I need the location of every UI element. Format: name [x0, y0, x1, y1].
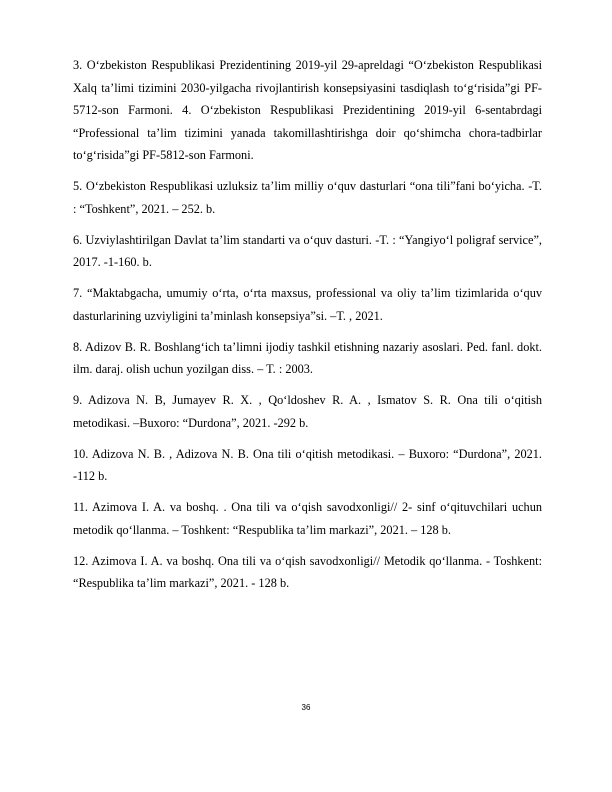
reference-item: 3. O‘zbekiston Respublikasi Prezidentining 2019-yil 29-apreldagi “O‘zbekiston Respublikasi Xalq ta’limi tizimini 2030-yilgacha rivojlantirish konsepsiyasini tasdiqlash to‘g‘risida”gi PF-5712-son Farmoni. 4. O‘zbekiston Respublikasi Prezidentining 2019-yil 6-sentabrdagi “Professional ta’lim tizimini yanada takomillashtirishga doir qo‘shimcha chora-tadbirlar to‘g‘risida”gi PF-5812-son Farmoni. — [73, 58, 542, 162]
reference-list — [73, 54, 542, 603]
reference-item: 11. Azimova I. A. va boshq. . Ona tili va o‘qish savodxonligi// 2- sinf o‘qituvchilari uchun metodik qo‘llanma. – Toshkent: “Respublika ta’lim markazi”, 2021. – 128 b. — [73, 500, 542, 537]
reference-item: 10. Adizova N. B. , Adizova N. B. Ona tili o‘qitish metodikasi. – Buxoro: “Durdona”, 2021. -112 b. — [73, 446, 542, 483]
reference-item: 5. O‘zbekiston Respublikasi uzluksiz ta’lim milliy o‘quv dasturlari “ona tili”fani bo‘yicha. -T. : “Toshkent”, 2021. – 252. b. — [73, 179, 542, 216]
reference-item: 6. Uzviylashtirilgan Davlat ta’lim standarti va o‘quv dasturi. -T. : “Yangiyo‘l poligraf service”, 2017. -1-160. b. — [73, 232, 542, 269]
reference-item: 9. Adizova N. B, Jumayev R. X. , Qo‘ldoshev R. A. , Ismatov S. R. Ona tili o‘qitish metodikasi. –Buxoro: “Durdona”, 2021. -292 b. — [73, 393, 542, 430]
reference-item: 7. “Maktabgacha, umumiy o‘rta, o‘rta maxsus, professional va oliy ta’lim tizimlarida o‘quv dasturlarining uzviyligini ta’minlash konsepsiya”si. –T. , 2021. — [73, 286, 542, 323]
page-number: 36 — [301, 703, 311, 712]
reference-item: 12. Azimova I. A. va boshq. Ona tili va o‘qish savodxonligi// Metodik qo‘llanma. - Toshkent: “Respublika ta’lim markazi”, 2021. - 128 b. — [73, 553, 542, 590]
reference-item: 8. Adizov B. R. Boshlang‘ich ta’limni ijodiy tashkil etishning nazariy asoslari. Ped. fanl. dokt. ilm. daraj. olish uchun yozilgan diss. – T. : 2003. — [73, 339, 542, 376]
